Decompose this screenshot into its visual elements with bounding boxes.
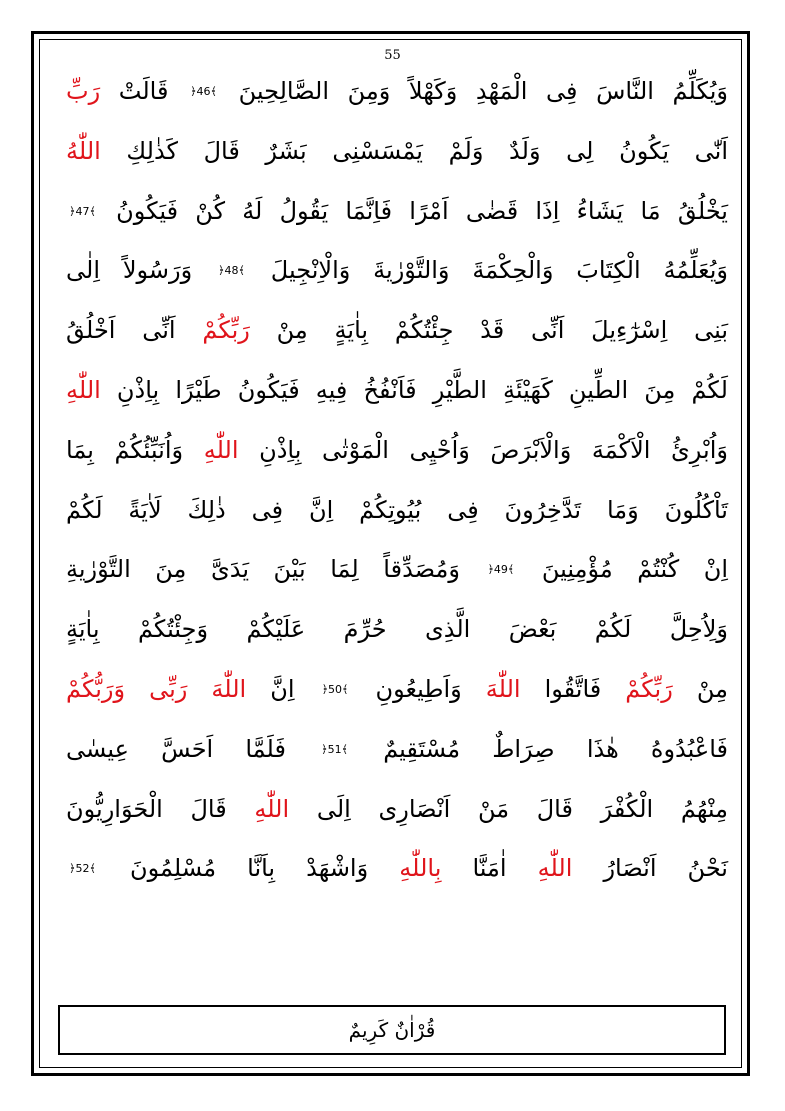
text-segment: اِنْ كُنْتُمْ مُؤْمِنِينَ	[541, 555, 728, 584]
text-segment: مِنْ	[696, 674, 728, 703]
footer-title: قُرْاٰنٌ كَرِيمٌ	[348, 1018, 436, 1042]
text-segment: بَنِى اِسْرٰٓءِيلَ اَنِّى قَدْ جِئْتُكُمْ بِاٰيَةٍ مِنْ	[276, 316, 728, 345]
text-line	[66, 780, 728, 840]
divine-name-red: اللّٰهِ	[537, 854, 573, 883]
divine-name-red: اللّٰهِ	[66, 375, 101, 404]
text-line	[66, 421, 728, 481]
text-line	[66, 839, 728, 899]
text-segment: وَاشْهَدْ بِاَنَّا مُسْلِمُونَ	[129, 854, 369, 883]
text-segment: وَيُعَلِّمُهُ الْكِتَابَ وَالْحِكْمَةَ وَالتَّوْرٰيةَ وَالْاِنْجِيلَ	[270, 256, 728, 285]
ayah-marker: ﴿ 52 ﴾	[66, 862, 99, 875]
text-segment: لَكُمْ مِنَ الطِّينِ كَهَيْئَةِ الطَّيْرِ فَاَنْفُخُ فِيهِ فَيَكُونُ طَيْرًا بِاِذْنِ	[116, 375, 728, 404]
ayah-marker: ﴿ 48 ﴾	[215, 264, 248, 277]
text-segment: اَنّٰى يَكُونُ لِى وَلَدٌ وَلَمْ يَمْسَسْنِى بَشَرٌ قَالَ كَذٰلِكِ	[126, 136, 728, 165]
text-segment: فَلَمَّا اَحَسَّ عِيسٰى	[66, 734, 286, 763]
divine-name-red: رَبِّكُمْ	[625, 674, 673, 703]
ayah-marker: ﴿ 51 ﴾	[318, 743, 351, 756]
divine-name-red: اللّٰهَ	[485, 674, 521, 703]
divine-name-red: اللّٰهَ	[211, 674, 247, 703]
text-segment: وَمُصَدِّقاً لِمَا بَيْنَ يَدَىَّ مِنَ التَّوْرٰيةِ	[66, 555, 460, 584]
text-segment: يَخْلُقُ مَا يَشَاءُ اِذَا قَضٰى اَمْرًا فَاِنَّمَا يَقُولُ لَهُ كُنْ فَيَكُونُ	[116, 196, 728, 225]
page-number: 55	[384, 48, 401, 63]
text-segment: وَاُنَبِّئُكُمْ بِمَا	[66, 435, 184, 464]
divine-name-red: اللّٰهُ	[66, 136, 101, 165]
ayah-marker: ﴿ 50 ﴾	[319, 683, 352, 696]
divine-name-red: بِاللّٰهِ	[399, 854, 442, 883]
text-segment: وَلِاُحِلَّ لَكُمْ بَعْضَ الَّذِى حُرِّمَ عَلَيْكُمْ وَجِئْتُكُمْ بِاٰيَةٍ	[66, 615, 728, 644]
divine-name-red: رَبِّى وَرَبُّكُمْ	[66, 674, 188, 703]
text-line	[66, 122, 728, 182]
text-line	[66, 182, 728, 242]
text-segment: وَرَسُولاً اِلٰى	[66, 256, 193, 285]
text-segment: اٰمَنَّا	[472, 854, 507, 883]
quran-text	[66, 62, 728, 899]
text-segment: قَالَ الْحَوَارِيُّونَ	[66, 794, 227, 823]
text-line	[66, 241, 728, 301]
text-line	[66, 361, 728, 421]
divine-name-red: اللّٰهِ	[203, 435, 239, 464]
ayah-marker: ﴿ 46 ﴾	[187, 85, 220, 98]
text-segment: مِنْهُمُ الْكُفْرَ قَالَ مَنْ اَنْصَارِى اِلَى	[316, 794, 728, 823]
divine-name-red: رَبِّكُمْ	[202, 316, 250, 345]
ayah-marker: ﴿ 49 ﴾	[484, 563, 517, 576]
text-segment: وَاُبْرِئُ الْاَكْمَهَ وَالْاَبْرَصَ وَاُحْيِى الْمَوْتٰى بِاِذْنِ	[259, 435, 728, 464]
text-segment: نَحْنُ اَنْصَارُ	[603, 854, 728, 883]
text-segment: وَاَطِيعُونِ	[375, 674, 462, 703]
divine-name-red: اللّٰهِ	[254, 794, 290, 823]
footer-title-box	[58, 1005, 726, 1055]
text-segment: وَيُكَلِّمُ النَّاسَ فِى الْمَهْدِ وَكَهْلاً وَمِنَ الصَّالِحِينَ	[238, 77, 728, 105]
text-line	[66, 62, 728, 122]
divine-name-red: رَبِّ	[66, 77, 101, 105]
text-segment: فَاعْبُدُوهُ هٰذَا صِرَاطٌ مُسْتَقِيمٌ	[383, 734, 728, 763]
text-segment: اَنِّى اَخْلُقُ	[66, 316, 176, 345]
text-segment: قَالَتْ	[118, 77, 169, 105]
text-line	[66, 660, 728, 720]
text-line	[66, 301, 728, 361]
text-line	[66, 600, 728, 660]
text-segment: تَاْكُلُونَ وَمَا تَدَّخِرُونَ فِى بُيُوتِكُمْ اِنَّ فِى ذٰلِكَ لَاٰيَةً لَكُمْ	[66, 495, 728, 524]
ayah-marker: ﴿ 47 ﴾	[66, 205, 99, 218]
text-line	[66, 540, 728, 600]
text-segment: فَاتَّقُوا	[544, 674, 602, 703]
text-segment: اِنَّ	[270, 674, 295, 703]
text-line	[66, 481, 728, 541]
text-line	[66, 720, 728, 780]
